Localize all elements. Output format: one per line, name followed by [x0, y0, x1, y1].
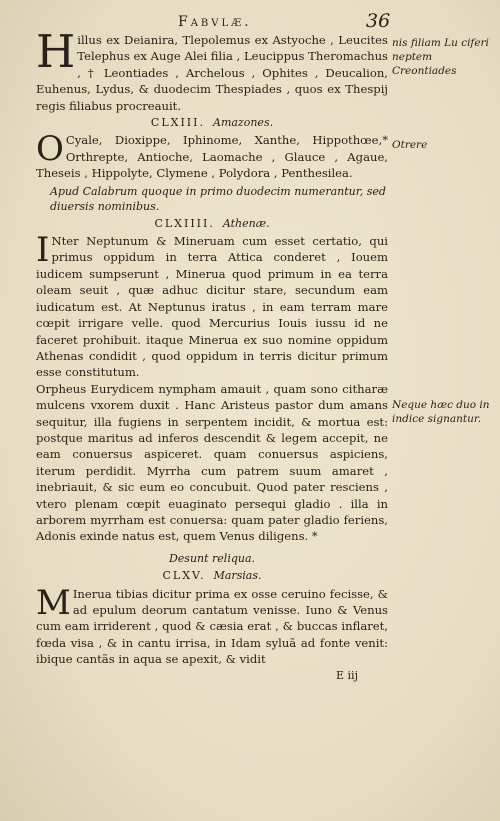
paragraph-orpheus [36, 381, 388, 545]
margin-note: Otrere [392, 139, 428, 151]
paragraph-amazones [36, 129, 388, 181]
section-number: CLXIII. [150, 116, 205, 130]
paragraph-text: Inerua tibias dicitur prima ex osse ceruino fecisse, & ad epulum deorum cantatum venisse. Iuno & Venus cum eam irriderent , quod & cæsia erat , & buccas inflaret, fœda visa , & in cantu irrisa, in Idam syluã ad fonte venit: ibique cantãs in aqua se apexit, & vidit [36, 586, 388, 667]
section-number: CLXIIII. [154, 216, 215, 230]
section-title: Marsias. [213, 569, 262, 583]
paragraph-text: Orpheus Eurydicem nympham amauit , quam sono citharæ mulcens vxorem duxit . Hanc Aristeus pastor dum amans sequitur, illa fugiens in serpentem incidit, & mortua est: postque maritus ad inferos descendit & legem accepit, ne eam conuersus aspiceret. quam conuersus aspiciens, iterum perdidit. Myrrha cum patrem suum amaret , inebriauit, & sic eum eo concubuit. Quod pater resciens , vtero plenam cœpit euaginato persequi gladio . illa in arborem myrrham est conuersa: quam pater gladio feriens, Adonis exinde natus est, quem Venus diligens. * [36, 381, 388, 544]
section-title: Amazones. [213, 116, 274, 130]
paragraph-marsias [36, 582, 388, 668]
paragraph-text: illus ex Deianira, Tlepolemus ex Astyoche , Leucites Telephus ex Auge Alei filia , Leucippus Theromachus , † Leontiades , Archelous , Ophites , Deucalion, Euhenus, Lydus, & duodecim Thespiades , quos ex Thespij regis filiabus procreauit. [36, 33, 388, 113]
drop-cap: H [36, 25, 76, 78]
section-title: Athenæ. [222, 216, 270, 230]
section-number: CLXV. [162, 569, 206, 583]
paragraph-text: Cyale, Dioxippe, Iphinome, Xanthe, Hippothœe,* Orthrepte, Antioche, Laomache , Glauce , Agaue, Theseis , Hippolyte, Clymene , Polydora , Penthesilea. [36, 133, 388, 181]
drop-cap: O [36, 129, 64, 170]
italic-note: Apud Calabrum quoque in primo duodecim numerantur, sed diuersis nominibus. [50, 184, 386, 213]
section-heading-165 [36, 568, 388, 584]
drop-cap: I [36, 230, 50, 271]
running-title: Fabvlæ. [178, 14, 252, 30]
drop-cap: M [36, 582, 71, 623]
paragraph-athenae [36, 230, 388, 381]
desunt-note: Desunt reliqua. [168, 551, 256, 565]
margin-note: Neque hæc duo in indice signantur. [392, 399, 490, 425]
main-text-column [36, 25, 388, 684]
section-heading-163 [36, 115, 388, 131]
signature-mark: E iij [336, 668, 358, 682]
margin-note: nis filiam Lu ciferi neptem Creontiades [392, 37, 489, 77]
paragraph-hercules-sons [36, 25, 388, 114]
page-number: 36 [366, 10, 391, 32]
paragraph-text: Nter Neptunum & Mineruam cum esset certatio, qui primus oppidum in terra Attica conderet , Iouem iudicem sumpserunt , Minerua quod primum in ea terra oleam seuit , quæ adhuc dicitur stare, secundum eam iudicatum est. At Neptunus iratus , in eam terram mare cœpit irrigare velle. quod Mercurius Iouis iussu id ne faceret prohibuit. itaque Minerua ex suo nomine oppidum Athenas condidit , quod oppidum in terris dicitur primum esse constitutum. [36, 234, 388, 380]
section-heading-164 [36, 216, 388, 232]
